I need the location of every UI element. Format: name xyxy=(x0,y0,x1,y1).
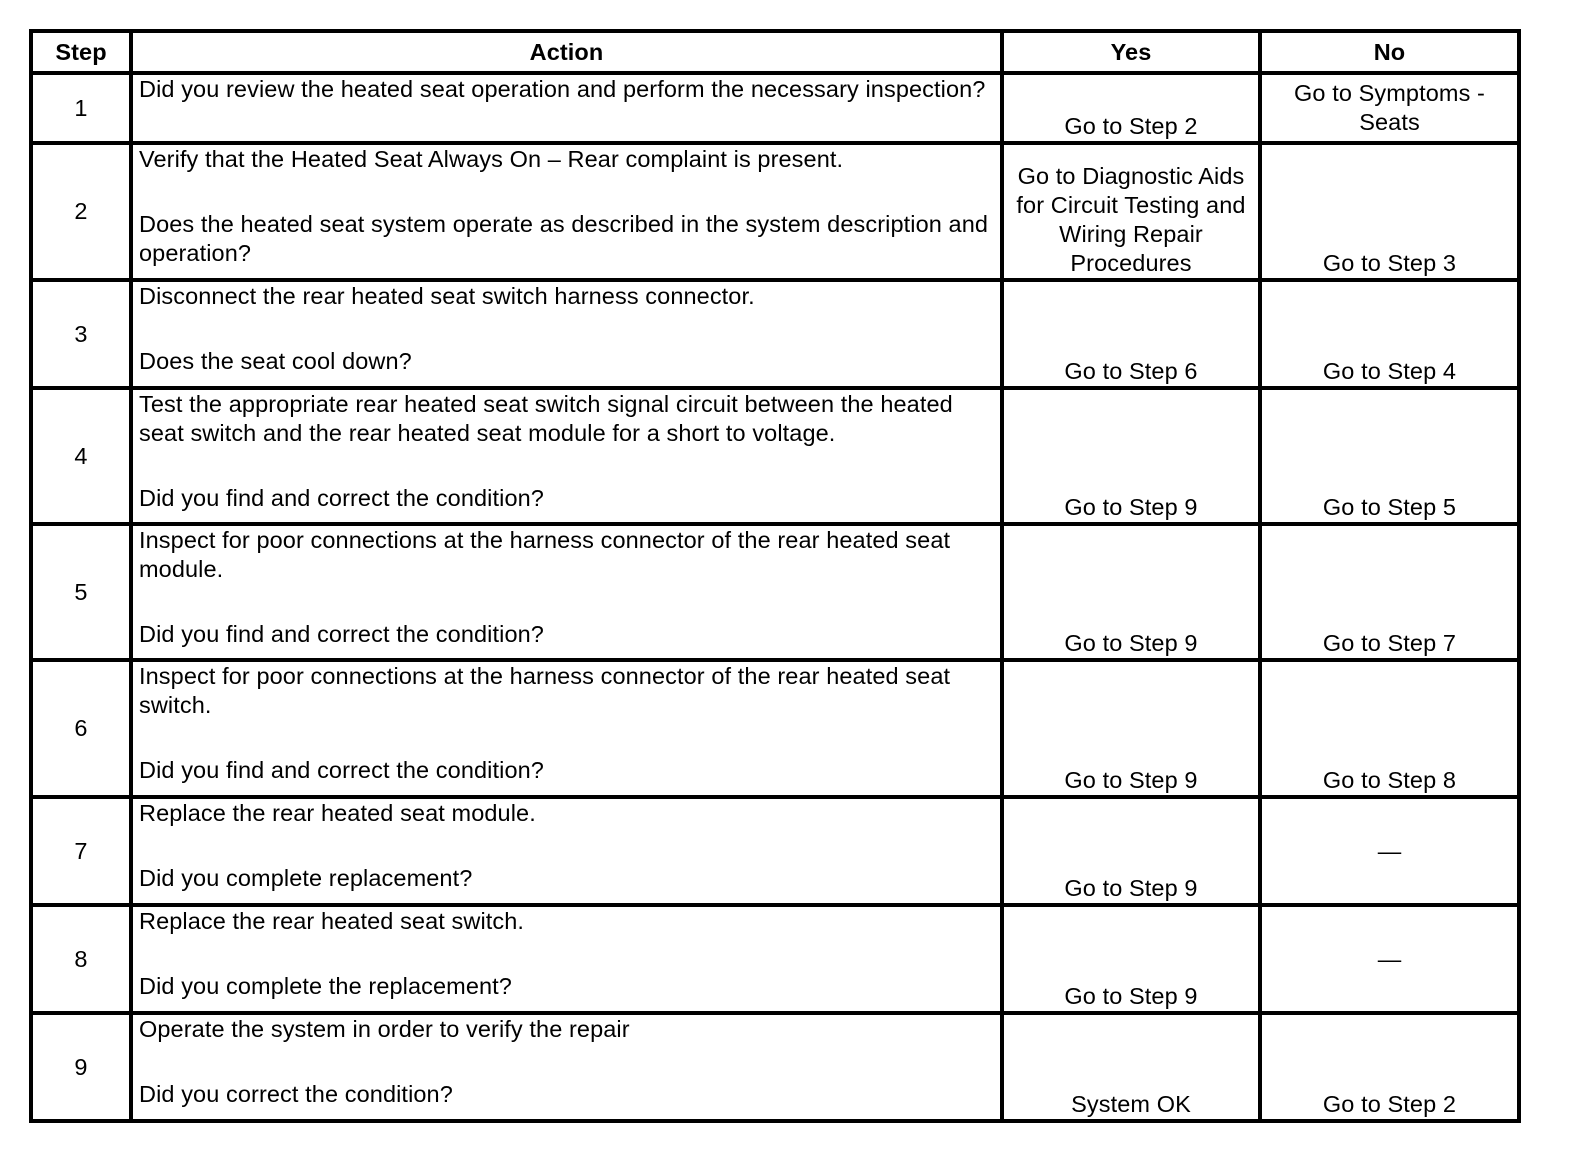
no-result: Go to Step 5 xyxy=(1260,388,1519,524)
yes-result: Go to Step 9 xyxy=(1002,660,1260,797)
table-row xyxy=(31,1013,1519,1121)
action-instruction: Replace the rear heated seat module. xyxy=(139,800,536,826)
action-cell xyxy=(131,797,1002,905)
action-question: Did you complete the replacement? xyxy=(139,973,512,999)
yes-result: Go to Step 9 xyxy=(1002,388,1260,524)
action-question: Did you find and correct the condition? xyxy=(139,621,544,647)
action-cell xyxy=(131,524,1002,660)
action-cell xyxy=(131,905,1002,1013)
diagnostic-table xyxy=(29,29,1521,1123)
yes-result: System OK xyxy=(1002,1013,1260,1121)
step-number: 1 xyxy=(31,73,131,143)
header-row xyxy=(31,31,1519,73)
no-result: Go to Symptoms - Seats xyxy=(1260,73,1519,143)
header-yes: Yes xyxy=(1002,31,1260,73)
action-question: Did you complete replacement? xyxy=(139,865,473,891)
header-action: Action xyxy=(131,31,1002,73)
step-number: 3 xyxy=(31,280,131,388)
table-row xyxy=(31,797,1519,905)
action-instruction: Replace the rear heated seat switch. xyxy=(139,908,525,934)
action-question: Does the heated seat system operate as described in the system description and operation? xyxy=(139,211,989,266)
step-number: 7 xyxy=(31,797,131,905)
no-result: Go to Step 3 xyxy=(1260,143,1519,280)
table-row xyxy=(31,73,1519,143)
step-number: 5 xyxy=(31,524,131,660)
header-no: No xyxy=(1260,31,1519,73)
table-row xyxy=(31,143,1519,280)
step-number: 6 xyxy=(31,660,131,797)
yes-result: Go to Step 9 xyxy=(1002,524,1260,660)
action-instruction: Operate the system in order to verify the repair xyxy=(139,1016,630,1042)
table-row xyxy=(31,905,1519,1013)
step-number: 8 xyxy=(31,905,131,1013)
action-question: Did you correct the condition? xyxy=(139,1081,453,1107)
action-instruction: Inspect for poor connections at the harness connector of the rear heated seat module. xyxy=(139,527,951,582)
action-cell xyxy=(131,143,1002,280)
no-result: Go to Step 4 xyxy=(1260,280,1519,388)
no-result: Go to Step 7 xyxy=(1260,524,1519,660)
step-number: 9 xyxy=(31,1013,131,1121)
action-instruction: Test the appropriate rear heated seat switch signal circuit between the heated seat switch and the rear heated seat module for a short to voltage. xyxy=(139,391,953,446)
header-step: Step xyxy=(31,31,131,73)
yes-result: Go to Step 9 xyxy=(1002,905,1260,1013)
action-question: Did you find and correct the condition? xyxy=(139,757,544,783)
no-result: — xyxy=(1260,905,1519,1013)
table-row xyxy=(31,524,1519,660)
action-question: Did you find and correct the condition? xyxy=(139,485,544,511)
step-number: 4 xyxy=(31,388,131,524)
action-instruction: Inspect for poor connections at the harness connector of the rear heated seat switch. xyxy=(139,663,951,718)
action-cell xyxy=(131,73,1002,143)
action-instruction: Did you review the heated seat operation and perform the necessary inspection? xyxy=(139,76,986,102)
action-question: Does the seat cool down? xyxy=(139,348,412,374)
step-number: 2 xyxy=(31,143,131,280)
action-instruction: Disconnect the rear heated seat switch harness connector. xyxy=(139,283,755,309)
table-row xyxy=(31,388,1519,524)
no-result: Go to Step 8 xyxy=(1260,660,1519,797)
action-cell xyxy=(131,388,1002,524)
table-row xyxy=(31,660,1519,797)
action-cell xyxy=(131,660,1002,797)
table-row xyxy=(31,280,1519,388)
action-cell xyxy=(131,1013,1002,1121)
action-instruction: Verify that the Heated Seat Always On – Rear complaint is present. xyxy=(139,146,844,172)
yes-result: Go to Step 2 xyxy=(1002,73,1260,143)
yes-result: Go to Step 6 xyxy=(1002,280,1260,388)
no-result: — xyxy=(1260,797,1519,905)
yes-result: Go to Step 9 xyxy=(1002,797,1260,905)
yes-result: Go to Diagnostic Aids for Circuit Testing and Wiring Repair Procedures xyxy=(1002,143,1260,280)
action-cell xyxy=(131,280,1002,388)
no-result: Go to Step 2 xyxy=(1260,1013,1519,1121)
